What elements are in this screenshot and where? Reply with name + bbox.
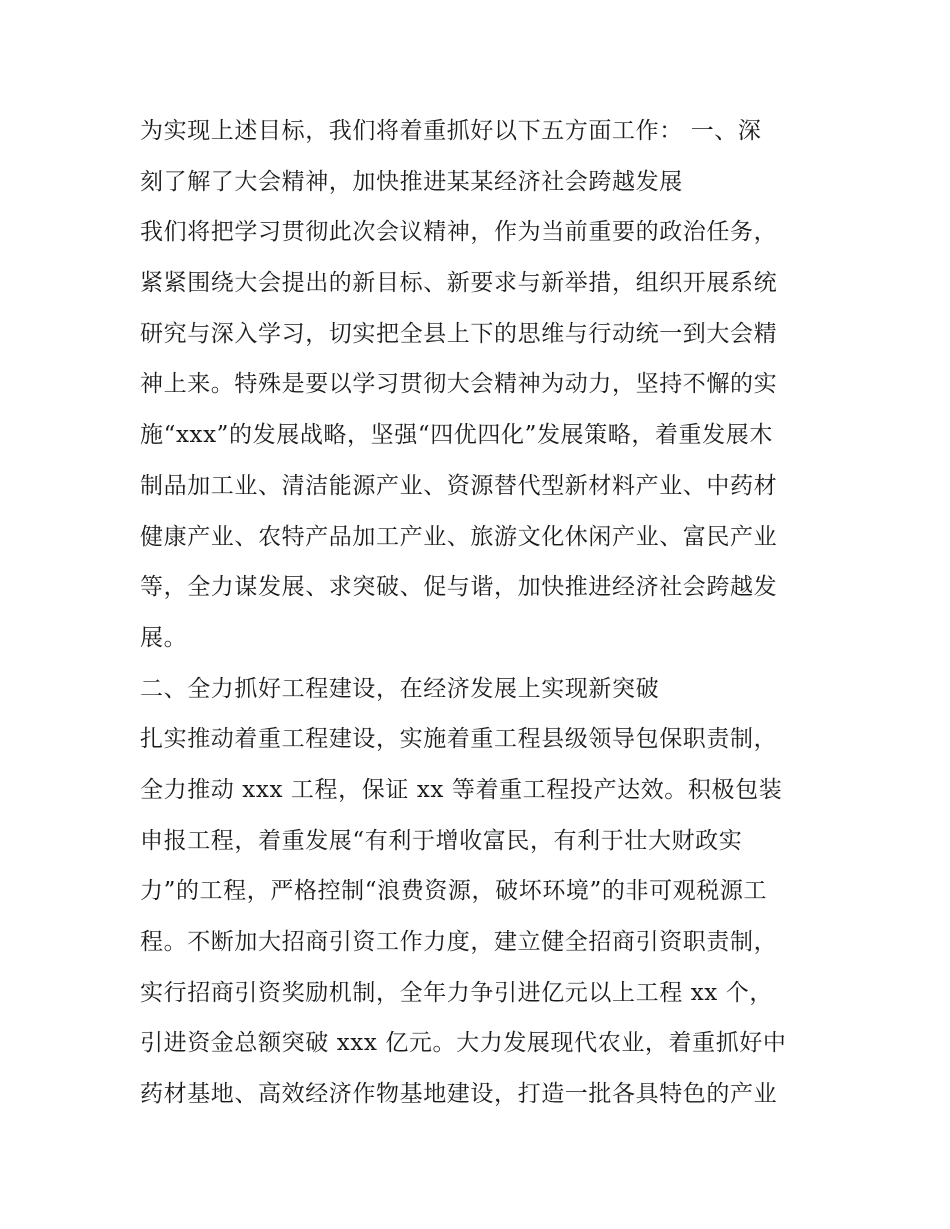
section-heading: 二、全力抓好工程建设，在经济发展上实现新突破 (140, 675, 660, 702)
text-line: 程。不断加大招商引资工作力度，建立健全招商引资职责制， (140, 929, 778, 955)
text-line: 我们将把学习贯彻此次会议精神，作为当前重要的政治任务， (140, 219, 778, 246)
text-line: 实行招商引资奖励机制，全年力争引进亿元以上工程 xx 个， (140, 979, 773, 1006)
text-line: 刻了解了大会精神，加快推进某某经济社会跨越发展 (140, 168, 683, 195)
document-body (140, 106, 830, 1120)
text-line: 研究与深入学习，切实把全县上下的思维与行动统一到大会精 (140, 320, 778, 347)
text-line: 申报工程，着重发展“有利于增收富民，有利于壮大财政实 (140, 827, 743, 854)
text-line: 力”的工程，严格控制“浪费资源，破坏环境”的非可观税源工 (140, 878, 768, 905)
text-line: 神上来。特殊是要以学习贯彻大会精神为动力，坚持不懈的实 (140, 371, 778, 398)
text-line: 展。 (140, 624, 188, 651)
text-line: 健康产业、农特产品加工产业、旅游文化休闲产业、富民产业 (140, 523, 778, 550)
text-line: 等，全力谋发展、求突破、促与谐，加快推进经济社会跨越发 (140, 574, 778, 601)
text-line: 全力推动 xxx 工程，保证 xx 等着重工程投产达效。积极包装 (140, 776, 783, 803)
text-line: 扎实推动着重工程建设，实施着重工程县级领导包保职责制， (140, 726, 778, 753)
text-line: 药材基地、高效经济作物基地建设，打造一批各具特色的产业 (140, 1081, 778, 1108)
text-line: 为实现上述目标，我们将着重抓好以下五方面工作： 一、深 (140, 118, 762, 144)
text-line: 引进资金总额突破 xxx 亿元。大力发展现代农业，着重抓好中 (140, 1030, 787, 1057)
text-line: 施“xxx”的发展战略，坚强“四优四化”发展策略，着重发展木 (140, 422, 773, 449)
text-line: 紧紧围绕大会提出的新目标、新要求与新举措，组织开展系统 (140, 270, 778, 297)
text-line: 制品加工业、清洁能源产业、资源替代型新材料产业、中药材 (140, 472, 778, 499)
